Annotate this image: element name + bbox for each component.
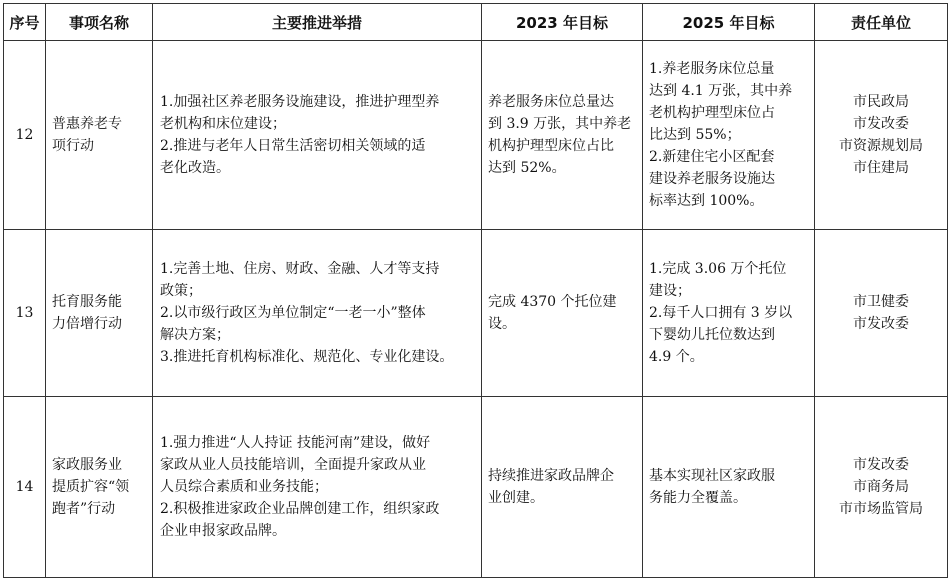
item-name-line: 家政服务业 [52,457,122,473]
goal-2025-line: 老机构护理型床位占 [649,105,775,121]
item-name-line: 跑者”行动 [52,501,116,517]
item-name-line: 托育服务能 [52,294,122,310]
unit-line: 市发改委 [853,457,909,473]
measure-line: 企业申报家政品牌。 [160,523,286,539]
item-name-line: 力倍增行动 [52,316,122,332]
measures-cell [153,41,482,230]
row-number: 12 [4,41,46,230]
header-row [4,4,948,41]
goal-2023-line: 业创建。 [488,490,544,506]
measure-line: 3.推进托育机构标准化、规范化、专业化建设。 [160,349,454,365]
goal-2023-line: 达到 52%。 [488,160,566,176]
unit-line: 市资源规划局 [839,138,923,154]
measure-line: 2.以市级行政区为单位制定“一老一小”整体 [160,305,426,321]
table-row [4,397,948,578]
item-name-cell [46,397,153,578]
measure-line: 人员综合素质和业务技能； [160,479,328,495]
goal-2025-line: 2.每千人口拥有 3 岁以 [649,305,793,321]
measure-line: 1.完善土地、住房、财政、金融、人才等支持 [160,261,440,277]
goal-2025-cell [643,41,815,230]
item-name-line: 普惠养老专 [52,116,122,132]
item-name-cell [46,230,153,397]
unit-line: 市发改委 [853,116,909,132]
measures-cell [153,230,482,397]
item-name-line: 项行动 [52,138,94,154]
measures-cell [153,397,482,578]
responsible-unit-cell [815,397,948,578]
responsible-unit-cell [815,41,948,230]
goal-2025-line: 建设； [649,283,691,299]
unit-line: 市发改委 [853,316,909,332]
unit-line: 市市场监管局 [839,501,923,517]
header-name: 事项名称 [46,4,153,41]
header-goal-2023: 2023 年目标 [482,4,643,41]
measure-line: 老机构和床位建设； [160,116,286,132]
goal-2025-line: 务能力全覆盖。 [649,490,747,506]
goal-2025-cell [643,397,815,578]
header-measures: 主要推进举措 [153,4,482,41]
goal-2023-line: 完成 4370 个托位建 [488,294,617,310]
measure-line: 解决方案； [160,327,230,343]
measure-line: 1.强力推进“人人持证 技能河南”建设，做好 [160,435,431,451]
row-number: 13 [4,230,46,397]
goal-2025-line: 标率达到 100%。 [649,193,764,209]
goal-2025-line: 建设养老服务设施达 [649,171,775,187]
unit-line: 市卫健委 [853,294,909,310]
goal-2025-line: 2.新建住宅小区配套 [649,149,775,165]
header-no: 序号 [4,4,46,41]
goal-2025-line: 基本实现社区家政服 [649,468,775,484]
measure-line: 2.积极推进家政企业品牌创建工作，组织家政 [160,501,440,517]
measure-line: 政策； [160,283,202,299]
measure-line: 1.加强社区养老服务设施建设，推进护理型养 [160,94,440,110]
goal-2023-line: 机构护理型床位占比 [488,138,614,154]
goal-2025-line: 下婴幼儿托位数达到 [649,327,775,343]
item-name-line: 提质扩容“领 [52,479,130,495]
header-unit: 责任单位 [815,4,948,41]
goal-2023-line: 持续推进家政品牌企 [488,468,614,484]
row-number: 14 [4,397,46,578]
measure-line: 2.推进与老年人日常生活密切相关领域的适 [160,138,426,154]
table-row [4,41,948,230]
item-name-cell [46,41,153,230]
goal-2023-line: 设。 [488,316,516,332]
goal-2025-line: 4.9 个。 [649,349,704,365]
goal-2023-line: 养老服务床位总量达 [488,94,614,110]
targets-table [3,3,948,578]
measure-line: 家政从业人员技能培训，全面提升家政从业 [160,457,426,473]
responsible-unit-cell [815,230,948,397]
header-goal-2025: 2025 年目标 [643,4,815,41]
measure-line: 老化改造。 [160,160,230,176]
unit-line: 市商务局 [853,479,909,495]
goal-2023-line: 到 3.9 万张，其中养老 [488,116,632,132]
unit-line: 市住建局 [853,160,909,176]
table-row [4,230,948,397]
unit-line: 市民政局 [853,94,909,110]
goal-2025-line: 1.完成 3.06 万个托位 [649,261,787,277]
goal-2025-cell [643,230,815,397]
goal-2025-line: 达到 4.1 万张，其中养 [649,83,793,99]
goal-2023-cell [482,397,643,578]
goal-2025-line: 比达到 55%； [649,127,741,143]
goal-2023-cell [482,230,643,397]
goal-2023-cell [482,41,643,230]
goal-2025-line: 1.养老服务床位总量 [649,61,775,77]
